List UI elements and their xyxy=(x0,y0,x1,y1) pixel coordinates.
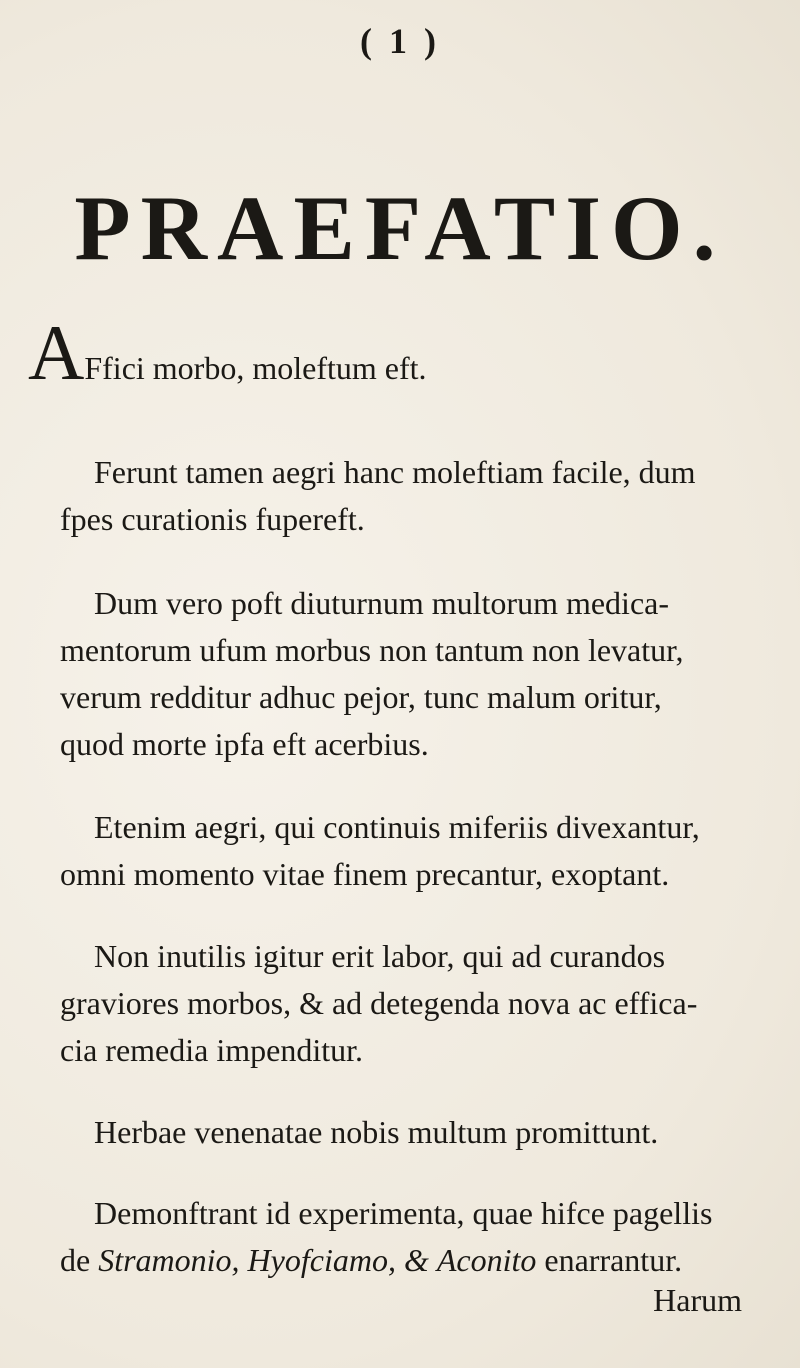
text-line: verum redditur adhuc pejor, tunc malum oritur, xyxy=(60,679,662,715)
paragraph-4 xyxy=(60,933,780,1074)
plant-name-aconito: Aconito xyxy=(436,1242,537,1278)
plant-name-stramonio: Stramonio, xyxy=(98,1242,240,1278)
page-number: ( 1 ) xyxy=(360,21,440,61)
paragraph-6 xyxy=(60,1190,780,1284)
text-line: mentorum ufum morbus non tantum non levatur, xyxy=(60,632,684,668)
text-line: omni momento vitae finem precantur, exoptant. xyxy=(60,856,670,892)
text-line: Herbae venenatae nobis multum promittunt. xyxy=(94,1114,659,1150)
page-title: PRAEFATIO. xyxy=(74,177,726,279)
text-line: Non inutilis igitur erit labor, qui ad curandos xyxy=(94,938,666,974)
catchword: Harum xyxy=(653,1282,742,1318)
opening-sentence xyxy=(28,309,768,396)
text-line: cia remedia impenditur. xyxy=(60,1032,363,1068)
paragraph-5 xyxy=(60,1109,780,1156)
paragraph-3 xyxy=(60,804,780,898)
text-line: fpes curationis fupereft. xyxy=(60,501,365,537)
text-line: Dum vero poft diuturnum multorum medica- xyxy=(94,585,669,621)
opening-text: Ffici morbo, moleftum eft. xyxy=(84,350,427,386)
plant-name-hyoscyamo: Hyofciamo, xyxy=(247,1242,396,1278)
text-line xyxy=(60,1237,780,1284)
text-fragment: de xyxy=(60,1242,99,1278)
paragraph-2 xyxy=(60,580,780,768)
text-fragment: enarrantur. xyxy=(536,1242,683,1278)
text-line: graviores morbos, & ad detegenda nova ac effica- xyxy=(60,985,698,1021)
text-line: Etenim aegri, qui continuis miferiis divexantur, xyxy=(94,809,700,845)
text-line: Ferunt tamen aegri hanc moleftiam facile, dum xyxy=(94,454,696,490)
drop-cap: A xyxy=(28,309,85,396)
paragraph-1 xyxy=(60,449,780,543)
text-line: Demonftrant id experimenta, quae hifce pagellis xyxy=(94,1195,713,1231)
ampersand: & xyxy=(403,1242,429,1278)
text-line: quod morte ipfa eft acerbius. xyxy=(60,726,429,762)
